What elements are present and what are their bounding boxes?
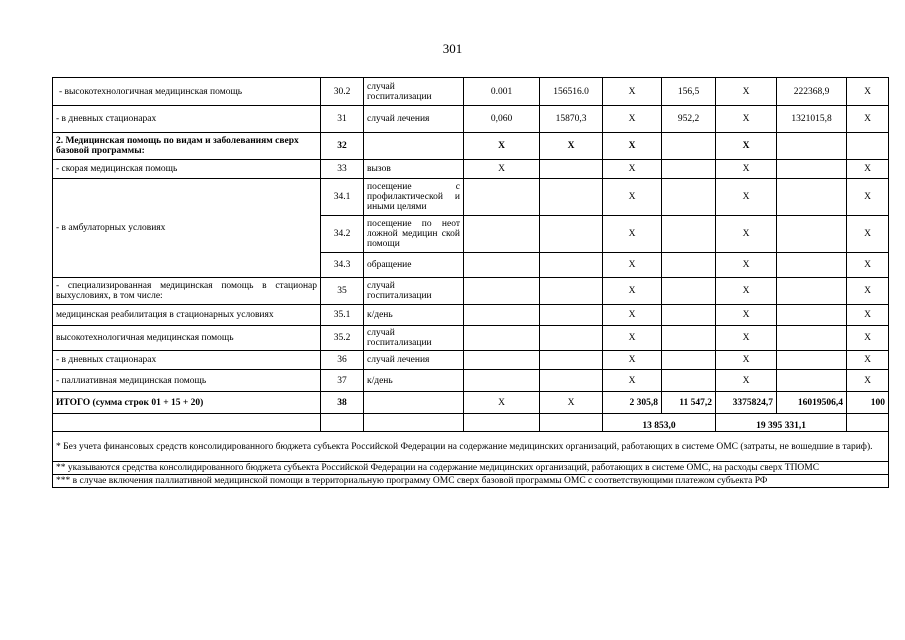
row-code: 36 bbox=[321, 351, 364, 370]
row-value: 2 305,8 bbox=[603, 392, 662, 414]
table-row bbox=[53, 370, 889, 392]
row-value: 0.001 bbox=[464, 78, 540, 106]
row-label: медицинская реабилитация в стационарных условиях bbox=[53, 305, 321, 326]
row-value: 1321015,8 bbox=[777, 106, 847, 133]
row-value bbox=[464, 179, 540, 216]
row-value: X bbox=[464, 133, 540, 160]
row-value: 156,5 bbox=[662, 78, 716, 106]
row-value bbox=[662, 305, 716, 326]
row-code: 30.2 bbox=[321, 78, 364, 106]
row-value: X bbox=[716, 253, 777, 278]
row-value bbox=[540, 179, 603, 216]
row-value: 3375824,7 bbox=[716, 392, 777, 414]
row-value bbox=[464, 305, 540, 326]
row-value: X bbox=[716, 305, 777, 326]
grand-totals-row bbox=[53, 414, 889, 432]
row-value bbox=[464, 278, 540, 305]
row-label: - специализированная медицинская помощь в стационар выхусловиях, в том числе: bbox=[53, 278, 321, 305]
row-value bbox=[777, 305, 847, 326]
row-value: X bbox=[464, 392, 540, 414]
row-value bbox=[777, 370, 847, 392]
row-value: X bbox=[716, 351, 777, 370]
row-unit: посещение по неот ложной медицин ской помощи bbox=[364, 216, 464, 253]
row-value: X bbox=[716, 370, 777, 392]
footnote-row bbox=[53, 475, 889, 488]
row-value: X bbox=[716, 326, 777, 351]
row-code: 38 bbox=[321, 392, 364, 414]
row-value: X bbox=[716, 216, 777, 253]
row-value bbox=[777, 278, 847, 305]
table-row bbox=[53, 179, 889, 216]
row-value bbox=[540, 253, 603, 278]
row-value: X bbox=[603, 179, 662, 216]
row-unit: случай госпитализации bbox=[364, 326, 464, 351]
row-value: X bbox=[716, 179, 777, 216]
row-value: X bbox=[847, 160, 889, 179]
row-value bbox=[662, 133, 716, 160]
row-unit: случай госпитализации bbox=[364, 278, 464, 305]
row-value bbox=[662, 278, 716, 305]
table-row bbox=[53, 133, 889, 160]
row-code: 35.2 bbox=[321, 326, 364, 351]
row-label: - в дневных стационарах bbox=[53, 106, 321, 133]
row-value: 952,2 bbox=[662, 106, 716, 133]
row-value bbox=[662, 351, 716, 370]
row-value: X bbox=[847, 278, 889, 305]
row-code: 31 bbox=[321, 106, 364, 133]
row-unit: случай лечения bbox=[364, 106, 464, 133]
row-value bbox=[464, 326, 540, 351]
row-value: X bbox=[603, 216, 662, 253]
sum-cell: 19 395 331,1 bbox=[716, 414, 847, 432]
row-code: 37 bbox=[321, 370, 364, 392]
row-value bbox=[847, 133, 889, 160]
row-value: X bbox=[603, 78, 662, 106]
row-value: 156516.0 bbox=[540, 78, 603, 106]
row-value bbox=[464, 351, 540, 370]
program-financing-table bbox=[52, 77, 889, 488]
row-unit: посещение с профилактической и иными целями bbox=[364, 179, 464, 216]
row-value bbox=[464, 370, 540, 392]
row-unit bbox=[364, 133, 464, 160]
row-value bbox=[662, 253, 716, 278]
row-value bbox=[777, 253, 847, 278]
row-value: X bbox=[540, 133, 603, 160]
row-value bbox=[777, 326, 847, 351]
row-label: ИТОГО (сумма строк 01 + 15 + 20) bbox=[53, 392, 321, 414]
row-label: высокотехнологичная медицинская помощь bbox=[53, 326, 321, 351]
footnote-2: ** указываются средства консолидированного бюджета субъекта Российской Федерации на содержание медицинских организаций, работающих в системе ОМС, на расходы сверх ТПОМС bbox=[53, 462, 889, 475]
row-value: 222368,9 bbox=[777, 78, 847, 106]
row-value bbox=[662, 216, 716, 253]
footnote-row bbox=[53, 462, 889, 475]
row-value bbox=[662, 160, 716, 179]
table-row bbox=[53, 326, 889, 351]
row-label: 2. Медицинская помощь по видам и заболеваниям сверх базовой программы: bbox=[53, 133, 321, 160]
row-value: X bbox=[603, 351, 662, 370]
row-label: - высокотехнологичная медицинская помощь bbox=[53, 78, 321, 106]
row-code: 35.1 bbox=[321, 305, 364, 326]
row-value bbox=[777, 179, 847, 216]
footnote-3: *** в случае включения паллиативной медицинской помощи в территориальную программу ОМС сверх базовой программы ОМС с соответствующими платежом субъекта РФ bbox=[53, 475, 889, 488]
row-value: X bbox=[847, 106, 889, 133]
row-value: X bbox=[847, 216, 889, 253]
row-code: 32 bbox=[321, 133, 364, 160]
table-row bbox=[53, 351, 889, 370]
row-value bbox=[540, 326, 603, 351]
row-code: 34.1 bbox=[321, 179, 364, 216]
table-row bbox=[53, 278, 889, 305]
footnote-1: * Без учета финансовых средств консолидированного бюджета субъекта Российской Федерации на содержание медицинских организаций, работающих в системе ОМС (затраты, не вошедшие в тариф). bbox=[53, 432, 889, 462]
row-label: - в амбулаторных условиях bbox=[53, 179, 321, 278]
row-value: X bbox=[603, 133, 662, 160]
table-row bbox=[53, 78, 889, 106]
row-code: 34.2 bbox=[321, 216, 364, 253]
row-value: X bbox=[603, 370, 662, 392]
row-value: X bbox=[716, 278, 777, 305]
row-value: X bbox=[603, 106, 662, 133]
row-value bbox=[540, 351, 603, 370]
row-value: 0,060 bbox=[464, 106, 540, 133]
table-row bbox=[53, 305, 889, 326]
row-value bbox=[540, 305, 603, 326]
row-value: X bbox=[716, 160, 777, 179]
row-value bbox=[540, 216, 603, 253]
row-value: X bbox=[847, 351, 889, 370]
row-unit: к/день bbox=[364, 370, 464, 392]
row-label: - паллиативная медицинская помощь bbox=[53, 370, 321, 392]
total-row bbox=[53, 392, 889, 414]
footnote-row bbox=[53, 432, 889, 462]
row-value: X bbox=[716, 106, 777, 133]
table-row bbox=[53, 106, 889, 133]
row-value bbox=[777, 133, 847, 160]
row-value: X bbox=[716, 133, 777, 160]
row-value: X bbox=[464, 160, 540, 179]
row-unit: обращение bbox=[364, 253, 464, 278]
row-value: 11 547,2 bbox=[662, 392, 716, 414]
row-value: X bbox=[603, 253, 662, 278]
row-unit: к/день bbox=[364, 305, 464, 326]
row-value bbox=[662, 179, 716, 216]
row-value: X bbox=[540, 392, 603, 414]
row-value bbox=[540, 278, 603, 305]
row-value: 16019506,4 bbox=[777, 392, 847, 414]
row-unit: случай госпитализации bbox=[364, 78, 464, 106]
row-value bbox=[777, 216, 847, 253]
row-value: X bbox=[603, 160, 662, 179]
row-value bbox=[540, 370, 603, 392]
row-value bbox=[662, 326, 716, 351]
row-label: - скорая медицинская помощь bbox=[53, 160, 321, 179]
row-unit: вызов bbox=[364, 160, 464, 179]
row-value: X bbox=[603, 305, 662, 326]
page-number: 301 bbox=[442, 41, 463, 56]
row-value bbox=[464, 253, 540, 278]
row-code: 33 bbox=[321, 160, 364, 179]
sum-cell: 13 853,0 bbox=[603, 414, 716, 432]
row-value bbox=[777, 160, 847, 179]
row-label: - в дневных стационарах bbox=[53, 351, 321, 370]
row-value: X bbox=[847, 326, 889, 351]
row-value: 15870,3 bbox=[540, 106, 603, 133]
row-value: X bbox=[847, 253, 889, 278]
row-value: X bbox=[603, 278, 662, 305]
row-value bbox=[464, 216, 540, 253]
row-code: 34.3 bbox=[321, 253, 364, 278]
row-value: X bbox=[716, 78, 777, 106]
row-value: X bbox=[847, 78, 889, 106]
row-unit bbox=[364, 392, 464, 414]
row-value: X bbox=[847, 179, 889, 216]
table-row bbox=[53, 160, 889, 179]
row-value bbox=[777, 351, 847, 370]
row-value: 100 bbox=[847, 392, 889, 414]
row-value bbox=[662, 370, 716, 392]
row-value: X bbox=[603, 326, 662, 351]
row-value bbox=[540, 160, 603, 179]
row-code: 35 bbox=[321, 278, 364, 305]
row-value: X bbox=[847, 370, 889, 392]
row-value: X bbox=[847, 305, 889, 326]
row-unit: случай лечения bbox=[364, 351, 464, 370]
